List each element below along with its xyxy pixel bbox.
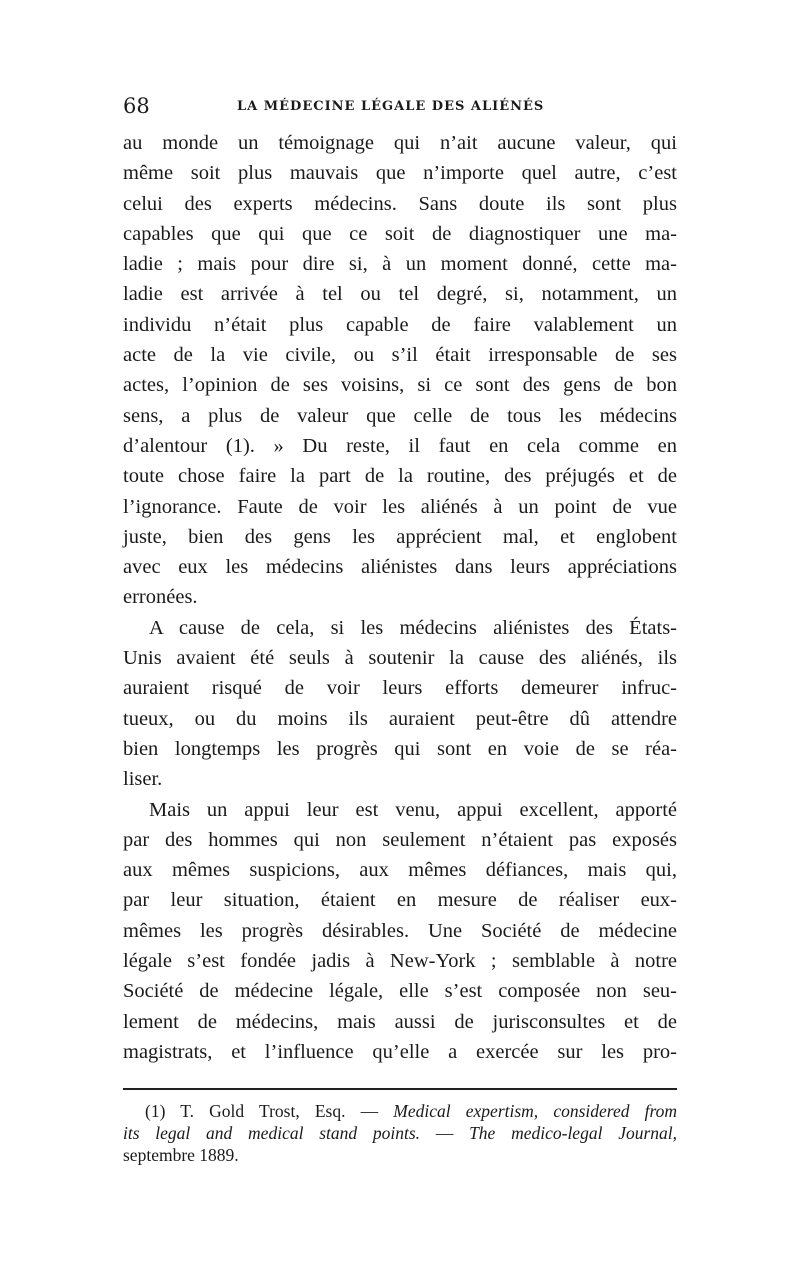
text-line: mêmes les progrès désirables. Une Société de médecine bbox=[123, 919, 677, 942]
text-line: toute chose faire la part de la routine, des préjugés et de bbox=[123, 465, 677, 488]
text-line: liser. bbox=[123, 768, 163, 791]
footnote-rule bbox=[123, 1088, 677, 1090]
text-line: magistrats, et l’influence qu’elle a exercée sur les pro- bbox=[123, 1040, 677, 1063]
text-line: bien longtemps les progrès qui sont en voie de se réa- bbox=[123, 737, 677, 760]
text-line: actes, l’opinion de ses voisins, si ce sont des gens de bon bbox=[123, 374, 677, 397]
footnote-line bbox=[123, 1122, 677, 1144]
text-line: A cause de cela, si les médecins aliénistes des États- bbox=[149, 616, 677, 639]
text-line: Société de médecine légale, elle s’est composée non seu- bbox=[123, 980, 677, 1003]
text-line: par leur situation, étaient en mesure de réaliser eux- bbox=[123, 889, 677, 912]
text-line: aux mêmes suspicions, aux mêmes défiances, mais qui, bbox=[123, 859, 677, 882]
text-line: sens, a plus de valeur que celle de tous les médecins bbox=[123, 404, 677, 427]
text-line: celui des experts médecins. Sans doute ils sont plus bbox=[123, 192, 677, 215]
text-line: ladie est arrivée à tel ou tel degré, si, notamment, un bbox=[123, 283, 677, 306]
text-line: l’ignorance. Faute de voir les aliénés à un point de vue bbox=[123, 495, 677, 518]
text-line: juste, bien des gens les apprécient mal, et englobent bbox=[123, 525, 677, 548]
page-number: 68 bbox=[123, 94, 150, 118]
footnote-author: T. Gold Trost, Esq. — bbox=[180, 1101, 379, 1122]
text-line: auraient risqué de voir leurs efforts demeurer infruc- bbox=[123, 677, 677, 700]
text-line: acte de la vie civile, ou s’il était irresponsable de ses bbox=[123, 344, 677, 367]
footnote-dash: — bbox=[435, 1123, 454, 1144]
footnote bbox=[123, 1100, 677, 1166]
text-line: capables que qui que ce soit de diagnostiquer une ma- bbox=[123, 222, 677, 245]
book-page bbox=[123, 94, 677, 1166]
text-line: par des hommes qui non seulement n’étaient pas exposés bbox=[123, 828, 677, 851]
footnote-title-part1: Medical expertism, considered from bbox=[393, 1101, 678, 1122]
text-line: Unis avaient été seuls à soutenir la cause des aliénés, ils bbox=[123, 647, 677, 670]
footnote-journal: The medico-legal Journal, bbox=[469, 1123, 678, 1144]
text-line: lement de médecins, mais aussi de jurisconsultes et de bbox=[123, 1010, 677, 1033]
text-line: Mais un appui leur est venu, appui excellent, apporté bbox=[149, 798, 677, 821]
text-line: au monde un témoignage qui n’ait aucune valeur, qui bbox=[123, 132, 677, 154]
text-line: erronées. bbox=[123, 586, 198, 609]
text-line: avec eux les médecins aliénistes dans leurs appréciations bbox=[123, 556, 677, 579]
footnote-date: septembre 1889. bbox=[123, 1145, 239, 1166]
text-line: tueux, ou du moins ils auraient peut-être dû attendre bbox=[123, 707, 677, 730]
running-head: LA MÉDECINE LÉGALE DES ALIÉNÉS bbox=[237, 99, 545, 114]
footnote-title-part2: its legal and medical stand points. bbox=[123, 1123, 421, 1144]
page-header bbox=[123, 94, 677, 122]
text-line: ladie ; mais pour dire si, à un moment donné, cette ma- bbox=[123, 253, 677, 276]
text-line: d’alentour (1). » Du reste, il faut en cela comme en bbox=[123, 434, 677, 457]
text-line: individu n’était plus capable de faire valablement un bbox=[123, 313, 677, 336]
footnote-marker: (1) bbox=[145, 1101, 166, 1122]
text-line: légale s’est fondée jadis à New-York ; semblable à notre bbox=[123, 950, 677, 973]
text-line: même soit plus mauvais que n’importe quel autre, c’est bbox=[123, 162, 677, 185]
footnote-line bbox=[123, 1100, 677, 1122]
body-text bbox=[123, 128, 677, 1067]
